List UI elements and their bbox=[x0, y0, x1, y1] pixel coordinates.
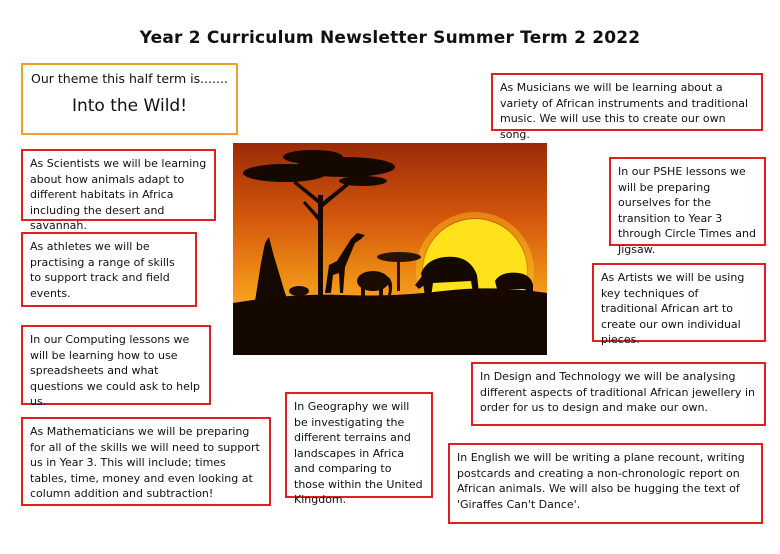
computing-box: In our Computing lessons we will be learning how to use spreadsheets and what questions we could ask to help us. bbox=[21, 325, 211, 405]
music-box: As Musicians we will be learning about a variety of African instruments and traditional music. We will use this to create our own song. bbox=[491, 73, 763, 131]
theme-lead: Our theme this half term is....... bbox=[31, 71, 228, 86]
art-box: As Artists we will be using key techniques of traditional African art to create our own individual pieces. bbox=[592, 263, 766, 342]
geography-box: In Geography we will be investigating the different terrains and landscapes in Africa and comparing to those within the United Kingdom. bbox=[285, 392, 433, 498]
theme-name: Into the Wild! bbox=[71, 95, 188, 116]
maths-box: As Mathematicians we will be preparing for all of the skills we will need to support us in Year 3. This will include; times tables, time, money and even looking at column addition and subtraction! bbox=[21, 417, 271, 506]
english-box: In English we will be writing a plane recount, writing postcards and creating a non-chronologic report on African animals. We will also be hugging the text of 'Giraffes Can't Dance'. bbox=[448, 443, 763, 524]
dt-box: In Design and Technology we will be analysing different aspects of traditional African jewellery in order for us to design and make our own. bbox=[471, 362, 766, 426]
savanna-sunset-picture bbox=[233, 143, 547, 355]
pshe-box: In our PSHE lessons we will be preparing ourselves for the transition to Year 3 through Circle Times and Jigsaw. bbox=[609, 157, 766, 246]
science-box: As Scientists we will be learning about how animals adapt to different habitats in Africa including the desert and savannah. bbox=[21, 149, 216, 221]
page-title: Year 2 Curriculum Newsletter Summer Term 2 2022 bbox=[139, 28, 641, 48]
theme-box bbox=[21, 63, 238, 135]
pe-box: As athletes we will be practising a range of skills to support track and field events. bbox=[21, 232, 197, 307]
